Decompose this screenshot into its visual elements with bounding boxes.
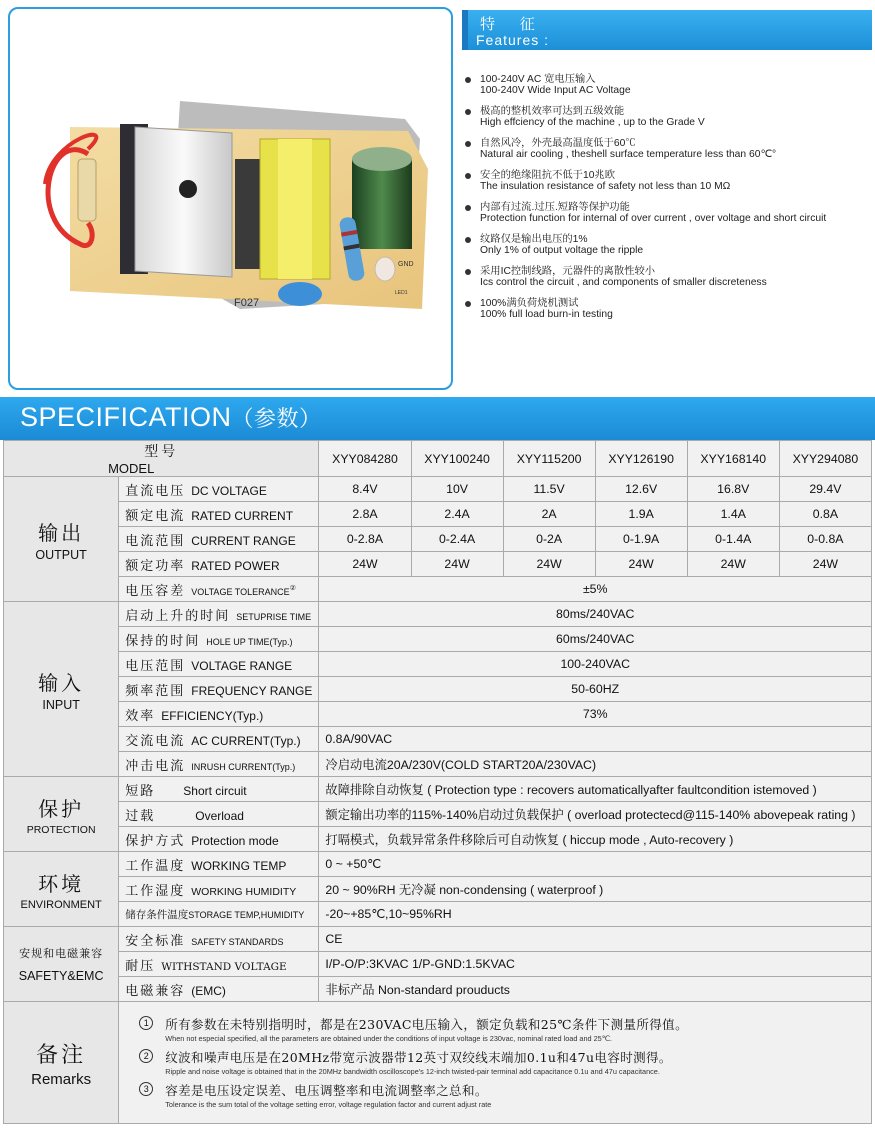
value-cell: 10V xyxy=(411,477,503,502)
label-en: VOLTAGE RANGE xyxy=(191,658,293,673)
row-label xyxy=(119,527,319,552)
environment-group xyxy=(4,852,119,927)
value-cell: 50-60HZ xyxy=(319,677,872,702)
environment-row xyxy=(4,852,872,877)
protection-group xyxy=(4,777,119,852)
safety-row xyxy=(4,977,872,1002)
value-cell: 0.8A xyxy=(779,502,871,527)
feature-cn: 100%满负荷烧机测试 xyxy=(480,298,579,309)
environment-row xyxy=(4,902,872,927)
label-cn: 耐压 xyxy=(125,958,156,974)
feature-en: Ics control the circuit , and components of smaller discreteness xyxy=(480,277,767,288)
row-label xyxy=(119,977,319,1002)
remarks-group xyxy=(4,1002,119,1124)
specification-title xyxy=(20,402,322,433)
row-label xyxy=(119,952,319,977)
value-cell: 2.4A xyxy=(411,502,503,527)
remark-number: 3 xyxy=(139,1082,153,1096)
value-cell: 冷启动电流20A/230V(COLD START20A/230VAC) xyxy=(319,752,872,777)
safety-group-en: SAFETY&EMC xyxy=(18,969,104,983)
row-label xyxy=(119,802,319,827)
row-label xyxy=(119,627,319,652)
heatsink xyxy=(135,127,232,277)
remarks-content xyxy=(119,1002,872,1124)
label-en: RATED POWER xyxy=(191,558,280,573)
feature-cn: 采用IC控制线路，元器件的离散性较小 xyxy=(480,266,656,277)
label-en: (EMC) xyxy=(191,983,226,998)
feature-en: Natural air cooling , theshell surface temperature less than 60℃° xyxy=(480,149,777,160)
value-cell: 0-2.8A xyxy=(319,527,411,552)
safety-group xyxy=(4,927,119,1002)
features-title-cn: 特 征 xyxy=(480,15,545,33)
input-row xyxy=(4,702,872,727)
feature-en: High effciency of the machine , up to the Grade V xyxy=(480,117,705,128)
label-en: WORKING TEMP xyxy=(191,858,287,873)
environment-group-cn: 环境 xyxy=(38,871,85,896)
row-label xyxy=(119,827,319,852)
row-label xyxy=(119,877,319,902)
value-cell: 11.5V xyxy=(503,477,595,502)
row-label xyxy=(119,502,319,527)
electrolytic-capacitor xyxy=(352,147,412,249)
feature-en: 100-240V Wide Input AC Voltage xyxy=(480,85,631,96)
bullet-icon xyxy=(465,205,471,211)
label-en: AC CURRENT(Typ.) xyxy=(191,733,301,748)
model-cell: XYY168140 xyxy=(687,441,779,477)
model-cell: XYY294080 xyxy=(779,441,871,477)
features-header xyxy=(462,10,872,50)
value-cell: 0-0.8A xyxy=(779,527,871,552)
ceramic-capacitor xyxy=(278,282,322,306)
label-cn: 电压容差 xyxy=(125,583,186,599)
feature-item xyxy=(462,234,872,256)
model-cell: XYY084280 xyxy=(319,441,411,477)
row-label xyxy=(119,902,319,927)
value-cell: CE xyxy=(319,927,872,952)
value-cell: 0 ~ +50℃ xyxy=(319,852,872,877)
value-cell: 24W xyxy=(411,552,503,577)
label-cn: 效率 xyxy=(125,708,156,724)
value-cell: 打嗝模式，负载异常条件移除后可自动恢复 ( hiccup mode , Auto-recovery ) xyxy=(319,827,872,852)
input-row xyxy=(4,652,872,677)
label-cn: 直流电压 xyxy=(125,483,186,499)
value-cell: -20~+85℃,10~95%RH xyxy=(319,902,872,927)
value-cell: 24W xyxy=(503,552,595,577)
bullet-icon xyxy=(465,109,471,115)
label-en: CURRENT RANGE xyxy=(191,533,296,548)
specification-title-en: SPECIFICATION xyxy=(20,402,232,432)
value-cell: 0-2A xyxy=(503,527,595,552)
value-cell: 100-240VAC xyxy=(319,652,872,677)
transformer xyxy=(260,139,330,279)
row-label xyxy=(119,702,319,727)
feature-item xyxy=(462,298,872,320)
value-cell: 20 ~ 90%RH 无冷凝 non-condensing ( waterproof ) xyxy=(319,877,872,902)
protection-row xyxy=(4,827,872,852)
label-cn: 电流范围 xyxy=(125,533,186,549)
bullet-icon xyxy=(465,269,471,275)
input-row xyxy=(4,602,872,627)
output-group-cn: 输出 xyxy=(38,520,85,545)
row-label xyxy=(119,577,319,602)
remark-en: When not especial specified, all the parameters are obtained under the conditions of input voltage is 230vac, nominal rated load and 25℃. xyxy=(165,1034,612,1043)
model-cell: XYY126190 xyxy=(595,441,687,477)
feature-en: 100% full load burn-in testing xyxy=(480,309,613,320)
safety-row xyxy=(4,952,872,977)
remark-cn: 纹波和噪声电压是在20MHz带宽示波器带12英寸双绞线末端加0.1u和47u电容时测得。 xyxy=(165,1050,672,1065)
label-en: FREQUENCY RANGE xyxy=(191,683,313,698)
value-cell: I/P-O/P:3KVAC 1/P-GND:1.5KVAC xyxy=(319,952,872,977)
value-cell: 非标产品 Non-standard prouducts xyxy=(319,977,872,1002)
label-cn: 额定功率 xyxy=(125,558,186,574)
remark-number: 2 xyxy=(139,1049,153,1063)
value-cell: 24W xyxy=(779,552,871,577)
label-cn: 额定电流 xyxy=(125,508,186,524)
row-label xyxy=(119,752,319,777)
value-cell: 16.8V xyxy=(687,477,779,502)
label-cn: 冲击电流 xyxy=(125,758,186,774)
model-cell: XYY100240 xyxy=(411,441,503,477)
label-cn: 短路 xyxy=(125,783,156,799)
environment-group-en: ENVIRONMENT xyxy=(20,898,102,911)
power-board-illustration xyxy=(10,9,451,388)
label-en: Short circuit xyxy=(183,783,247,798)
row-label xyxy=(119,652,319,677)
remark-en: Tolerance is the sum total of the voltage setting error, voltage regulation factor and current adjust rate xyxy=(165,1100,492,1109)
row-label xyxy=(119,552,319,577)
safety-group-cn: 安规和电磁兼容 xyxy=(19,947,104,960)
model-header-cell xyxy=(4,441,319,477)
model-row xyxy=(4,441,872,477)
input-row xyxy=(4,752,872,777)
output-row xyxy=(4,577,872,602)
output-group-en: OUTPUT xyxy=(35,547,87,562)
bullet-icon xyxy=(465,173,471,179)
value-cell: 额定输出功率的115%-140%启动过负载保护 ( overload protectecd@115-140% abovepeak rating ) xyxy=(319,802,872,827)
feature-cn: 纹路仅是输出电压的1% xyxy=(480,234,588,245)
output-row xyxy=(4,477,872,502)
value-cell: ±5% xyxy=(319,577,872,602)
feature-item xyxy=(462,138,872,160)
input-group-cn: 输入 xyxy=(38,670,85,695)
feature-item xyxy=(462,266,872,288)
remark-item xyxy=(139,1048,861,1076)
value-cell: 2.8A xyxy=(319,502,411,527)
label-en: DC VOLTAGE xyxy=(191,483,267,498)
value-cell: 24W xyxy=(319,552,411,577)
value-cell: 0-2.4A xyxy=(411,527,503,552)
value-cell: 29.4V xyxy=(779,477,871,502)
row-label xyxy=(119,777,319,802)
model-header-cn: 型号 xyxy=(144,444,179,460)
label-en: Overload xyxy=(195,808,244,823)
footnote-marker: ② xyxy=(289,584,296,592)
label-en: Protection mode xyxy=(191,833,279,848)
label-en: INRUSH CURRENT(Typ.) xyxy=(191,761,296,772)
row-label xyxy=(119,852,319,877)
label-cn: 安全标准 xyxy=(125,933,186,949)
board-led-label: LED1 xyxy=(395,290,408,296)
bullet-icon xyxy=(465,301,471,307)
output-row xyxy=(4,527,872,552)
environment-row xyxy=(4,877,872,902)
label-en: STORAGE TEMP,HUMIDITY xyxy=(188,909,305,920)
board-gnd-label: GND xyxy=(398,261,414,268)
row-label xyxy=(119,677,319,702)
label-cn: 电压范围 xyxy=(125,658,186,674)
output-group xyxy=(4,477,119,602)
label-en: SETUPRISE TIME xyxy=(236,611,312,622)
specification-title-cn: （参数） xyxy=(231,407,322,432)
value-cell: 故障排除自动恢复 ( Protection type : recovers automaticallyafter faultcondition istemoved ) xyxy=(319,777,872,802)
board-model-label: F027 xyxy=(234,297,260,309)
features-title-en: Features : xyxy=(476,32,550,48)
value-cell: 24W xyxy=(687,552,779,577)
output-row xyxy=(4,552,872,577)
label-cn: 工作温度 xyxy=(125,858,186,874)
input-group xyxy=(4,602,119,777)
feature-cn: 自然风冷，外壳最高温度低于60℃ xyxy=(480,138,636,149)
input-row xyxy=(4,677,872,702)
value-cell: 73% xyxy=(319,702,872,727)
remarks-group-en: Remarks xyxy=(31,1070,92,1088)
feature-item xyxy=(462,74,872,96)
label-cn: 过载 xyxy=(125,808,156,824)
value-cell: 1.9A xyxy=(595,502,687,527)
row-label xyxy=(119,477,319,502)
label-cn: 保护方式 xyxy=(125,833,186,849)
features-header-tab xyxy=(462,10,468,50)
value-cell: 2A xyxy=(503,502,595,527)
features-list xyxy=(462,74,872,330)
bullet-icon xyxy=(465,237,471,243)
feature-en: The insulation resistance of safety not less than 10 MΩ xyxy=(480,181,731,192)
feature-item xyxy=(462,202,872,224)
remarks-row xyxy=(4,1002,872,1124)
label-en: WORKING HUMIDITY xyxy=(191,885,297,898)
specification-table xyxy=(3,440,872,1124)
safety-row xyxy=(4,927,872,952)
led xyxy=(375,257,395,281)
label-en: WITHSTAND VOLTAGE xyxy=(161,960,287,973)
input-row xyxy=(4,627,872,652)
bullet-icon xyxy=(465,77,471,83)
row-label xyxy=(119,602,319,627)
remark-item xyxy=(139,1015,861,1043)
protection-row xyxy=(4,777,872,802)
value-cell: 12.6V xyxy=(595,477,687,502)
input-group-en: INPUT xyxy=(42,697,80,712)
label-cn: 交流电流 xyxy=(125,733,186,749)
protection-group-en: PROTECTION xyxy=(26,823,96,836)
model-cell: XYY115200 xyxy=(503,441,595,477)
remark-cn: 所有参数在未特别指明时，都是在230VAC电压输入，额定负载和25℃条件下测量所得值。 xyxy=(165,1017,688,1032)
feature-item xyxy=(462,106,872,128)
remarks-group-cn: 备注 xyxy=(36,1042,87,1068)
label-cn: 工作湿度 xyxy=(125,883,186,899)
feature-cn: 安全的绝缘阻抗不低于10兆欧 xyxy=(480,170,616,181)
value-cell: 8.4V xyxy=(319,477,411,502)
feature-cn: 100-240V AC 宽电压输入 xyxy=(480,74,596,85)
label-en: RATED CURRENT xyxy=(191,508,294,523)
feature-item xyxy=(462,170,872,192)
value-cell: 0.8A/90VAC xyxy=(319,727,872,752)
feature-cn: 内部有过流.过压.短路等保护功能 xyxy=(480,202,630,213)
output-row xyxy=(4,502,872,527)
feature-en: Only 1% of output voltage the ripple xyxy=(480,245,644,256)
label-en: VOLTAGE TOLERANCE xyxy=(191,586,290,597)
label-cn: 保持的时间 xyxy=(125,633,201,649)
label-en: SAFETY STANDARDS xyxy=(191,936,284,947)
label-en: EFFICIENCY(Typ.) xyxy=(161,708,264,723)
remark-cn: 容差是电压设定误差、电压调整率和电流调整率之总和。 xyxy=(165,1083,488,1098)
specification-header xyxy=(0,397,875,440)
value-cell: 80ms/240VAC xyxy=(319,602,872,627)
protection-group-cn: 保护 xyxy=(38,796,85,821)
protection-row xyxy=(4,802,872,827)
label-en: HOLE UP TIME(Typ.) xyxy=(206,636,293,647)
row-label xyxy=(119,927,319,952)
feature-en: Protection function for internal of over current , over voltage and short circuit xyxy=(480,213,827,224)
label-cn: 启动上升的时间 xyxy=(125,608,231,624)
input-row xyxy=(4,727,872,752)
feature-cn: 极高的整机效率可达到五级效能 xyxy=(480,106,625,117)
value-cell: 1.4A xyxy=(687,502,779,527)
bullet-icon xyxy=(465,141,471,147)
remark-item xyxy=(139,1081,861,1109)
value-cell: 60ms/240VAC xyxy=(319,627,872,652)
value-cell: 24W xyxy=(595,552,687,577)
label-cn: 储存条件温度 xyxy=(125,908,189,921)
product-photo xyxy=(8,7,453,390)
label-cn: 频率范围 xyxy=(125,683,186,699)
remark-en: Ripple and noise voltage is obtained that in the 20MHz bandwidth oscilloscope's 12-inch twisted-pair terminal add capacitance 0.1u and 47u capacitance. xyxy=(165,1067,660,1076)
value-cell: 0-1.4A xyxy=(687,527,779,552)
model-header-en: MODEL xyxy=(108,461,155,476)
label-cn: 电磁兼容 xyxy=(125,983,186,999)
row-label xyxy=(119,727,319,752)
remark-number: 1 xyxy=(139,1016,153,1030)
value-cell: 0-1.9A xyxy=(595,527,687,552)
